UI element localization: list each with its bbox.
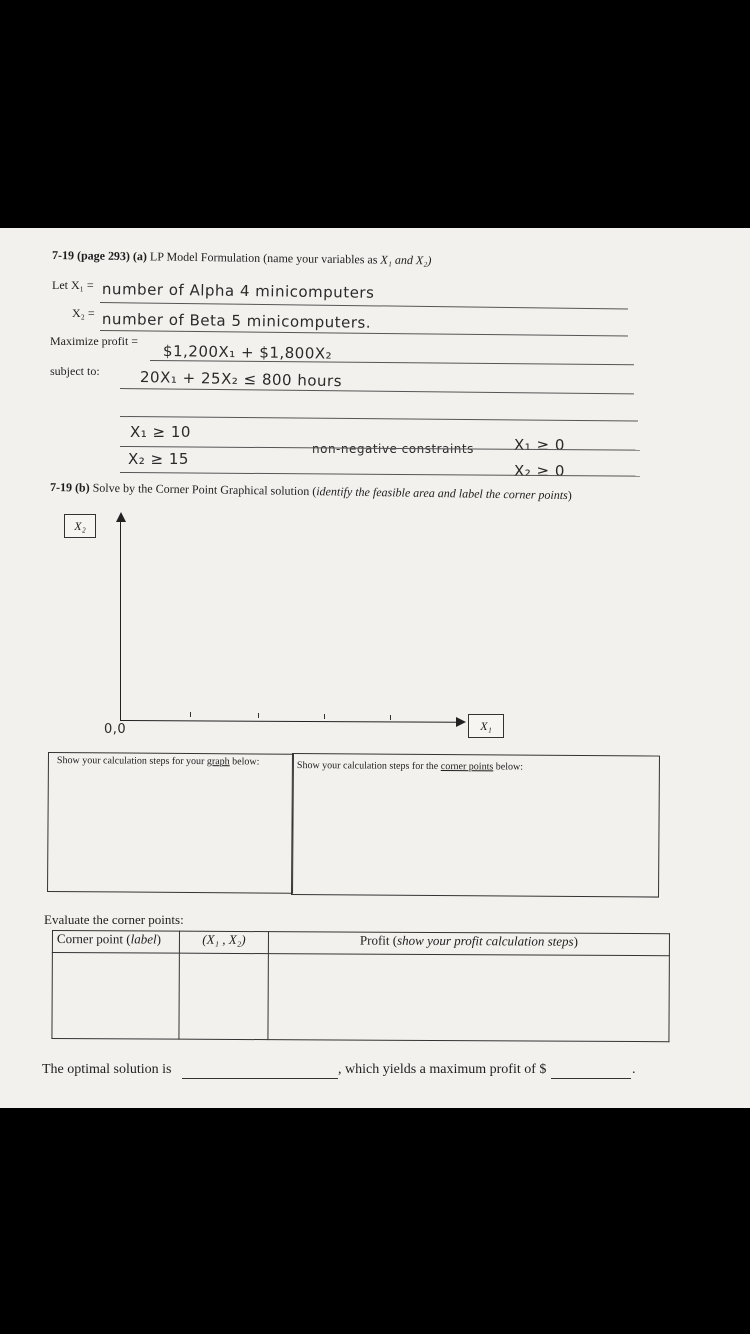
constraint-x1-min[interactable]: X₁ ≥ 10 [130, 423, 191, 441]
col-profit: Profit (show your profit calculation steps) [268, 932, 669, 956]
optimal-solution-mid: , which yields a maximum profit of $ [338, 1062, 547, 1077]
coordinates-cell[interactable] [179, 953, 268, 1039]
part-b-italic: identify the feasible area and label the corner points [316, 484, 568, 503]
optimal-solution-blank[interactable] [182, 1078, 338, 1079]
x-tick [390, 715, 391, 720]
x-tick [190, 712, 191, 717]
graph-calc-label [57, 755, 260, 767]
x-tick [324, 714, 325, 719]
evaluate-heading: Evaluate the corner points: [44, 912, 184, 927]
x-tick [258, 713, 259, 718]
graph-calc-prefix: Show your calculation steps for your [56, 755, 207, 768]
part-b-close: ) [567, 488, 572, 503]
corner-point-cell[interactable] [52, 953, 179, 1040]
constraint-1-underline [120, 388, 634, 394]
corner-calc-prefix: Show your calculation steps for the [296, 760, 441, 773]
x-axis-label: X₁ [480, 719, 492, 733]
nonneg-x1[interactable]: X₁ ≥ 0 [514, 436, 565, 454]
nonneg-x2[interactable]: X₂ ≥ 0 [514, 462, 565, 480]
corner-calc-link: corner points [440, 761, 494, 773]
worksheet-page [0, 228, 750, 1108]
graph-calc-link: graph [206, 756, 230, 768]
origin-label: 0,0 [104, 722, 127, 737]
optimal-solution-end: . [632, 1062, 636, 1077]
profit-cell[interactable] [268, 954, 669, 1042]
max-profit-blank[interactable] [551, 1078, 631, 1079]
corner-calc-suffix: below: [493, 761, 524, 773]
problem-heading-text: LP Model Formulation (name your variables as [146, 249, 381, 267]
x-axis-label-box [468, 714, 504, 738]
graph-calc-box[interactable] [47, 752, 294, 894]
let-x1-value[interactable]: number of Alpha 4 minicomputers [101, 280, 375, 302]
constraint-1[interactable]: 20X₁ + 25X₂ ≤ 800 hours [139, 368, 343, 391]
corner-calc-label [297, 760, 523, 773]
col-corner-point: Corner point (label) [52, 931, 179, 954]
y-axis [120, 520, 121, 720]
optimal-solution-prefix: The optimal solution is [42, 1062, 172, 1077]
constraint-x2-min[interactable]: X₂ ≥ 15 [128, 450, 189, 468]
y-axis-label: X₂ [74, 519, 86, 533]
x-axis [120, 720, 460, 723]
corner-calc-box[interactable] [291, 753, 660, 898]
subject-to-label: subject to: [50, 364, 100, 378]
part-b-number: 7-19 (b) [49, 480, 90, 495]
y-axis-label-box [64, 514, 96, 538]
x2-value[interactable]: number of Beta 5 minicomputers. [101, 310, 372, 332]
problem-heading-number: 7-19 (page 293) (a) [51, 248, 148, 264]
nonneg-label: non-negative constraints [312, 442, 474, 456]
let-x1-underline [100, 302, 628, 309]
graph-calc-suffix: below: [229, 756, 260, 768]
table-row[interactable] [52, 953, 669, 1042]
maximize-value[interactable]: $1,200X₁ + $1,800X₂ [162, 342, 333, 363]
let-x1-label: Let X₁ = [52, 278, 94, 292]
part-b-heading [50, 480, 572, 503]
x2-label: X₂ = [72, 306, 95, 320]
problem-heading [52, 248, 432, 268]
col-coordinates: (X₁ , X₂) [179, 931, 268, 953]
maximize-underline [150, 360, 634, 365]
constraint-2-line [120, 416, 638, 422]
problem-heading-vars: X₁ and X₂) [380, 252, 432, 268]
corner-point-table [51, 930, 670, 1042]
maximize-label: Maximize profit = [50, 334, 139, 348]
y-axis-arrow-icon [115, 512, 127, 522]
part-b-text: Solve by the Corner Point Graphical solution ( [89, 480, 317, 499]
table-header-row [52, 931, 669, 956]
x-axis-arrow-icon [456, 717, 466, 727]
